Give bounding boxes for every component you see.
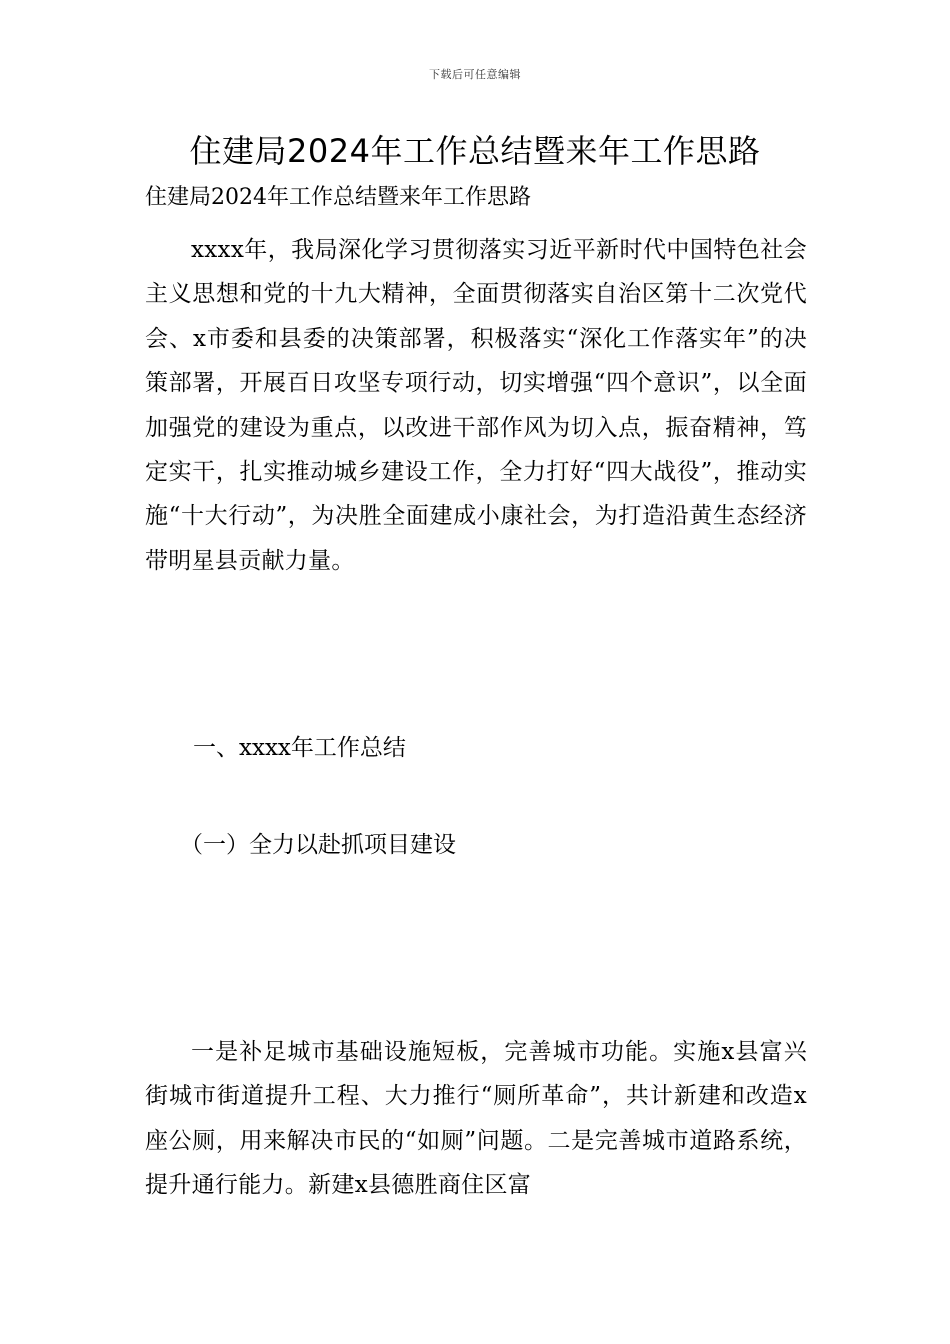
document-title: 住建局2024年工作总结暨来年工作思路 bbox=[189, 132, 761, 170]
document-subtitle: 住建局2024年工作总结暨来年工作思路 bbox=[145, 185, 531, 210]
header-note: 下载后可任意编辑 bbox=[429, 68, 521, 81]
body-paragraph: 一是补足城市基础设施短板，完善城市功能。实施x县富兴街城市街道提升工程、大力推行“厕所革命”，共计新建和改造x座公厕，用来解决市民的“如厕”问题。二是完善城市道路系统，提升通行能力。新建x县德胜商住区富 bbox=[145, 1039, 807, 1199]
intro-paragraph: xxxx年，我局深化学习贯彻落实习近平新时代中国特色社会主义思想和党的十九大精神，全面贯彻落实自治区第十二次党代会、x市委和县委的决策部署，积极落实“深化工作落实年”的决策部署，开展百日攻坚专项行动，切实增强“四个意识”，以全面加强党的建设为重点，以改进干部作风为切入点，振奋精神，笃定实干，扎实推动城乡建设工作，全力打好“四大战役”，推动实施“十大行动”，为决胜全面建成小康社会，为打造沿黄生态经济带明星县贡献力量。 bbox=[145, 237, 807, 574]
section-heading: 一、xxxx年工作总结 bbox=[193, 735, 406, 761]
subsection-heading: （一）全力以赴抓项目建设 bbox=[180, 832, 456, 858]
